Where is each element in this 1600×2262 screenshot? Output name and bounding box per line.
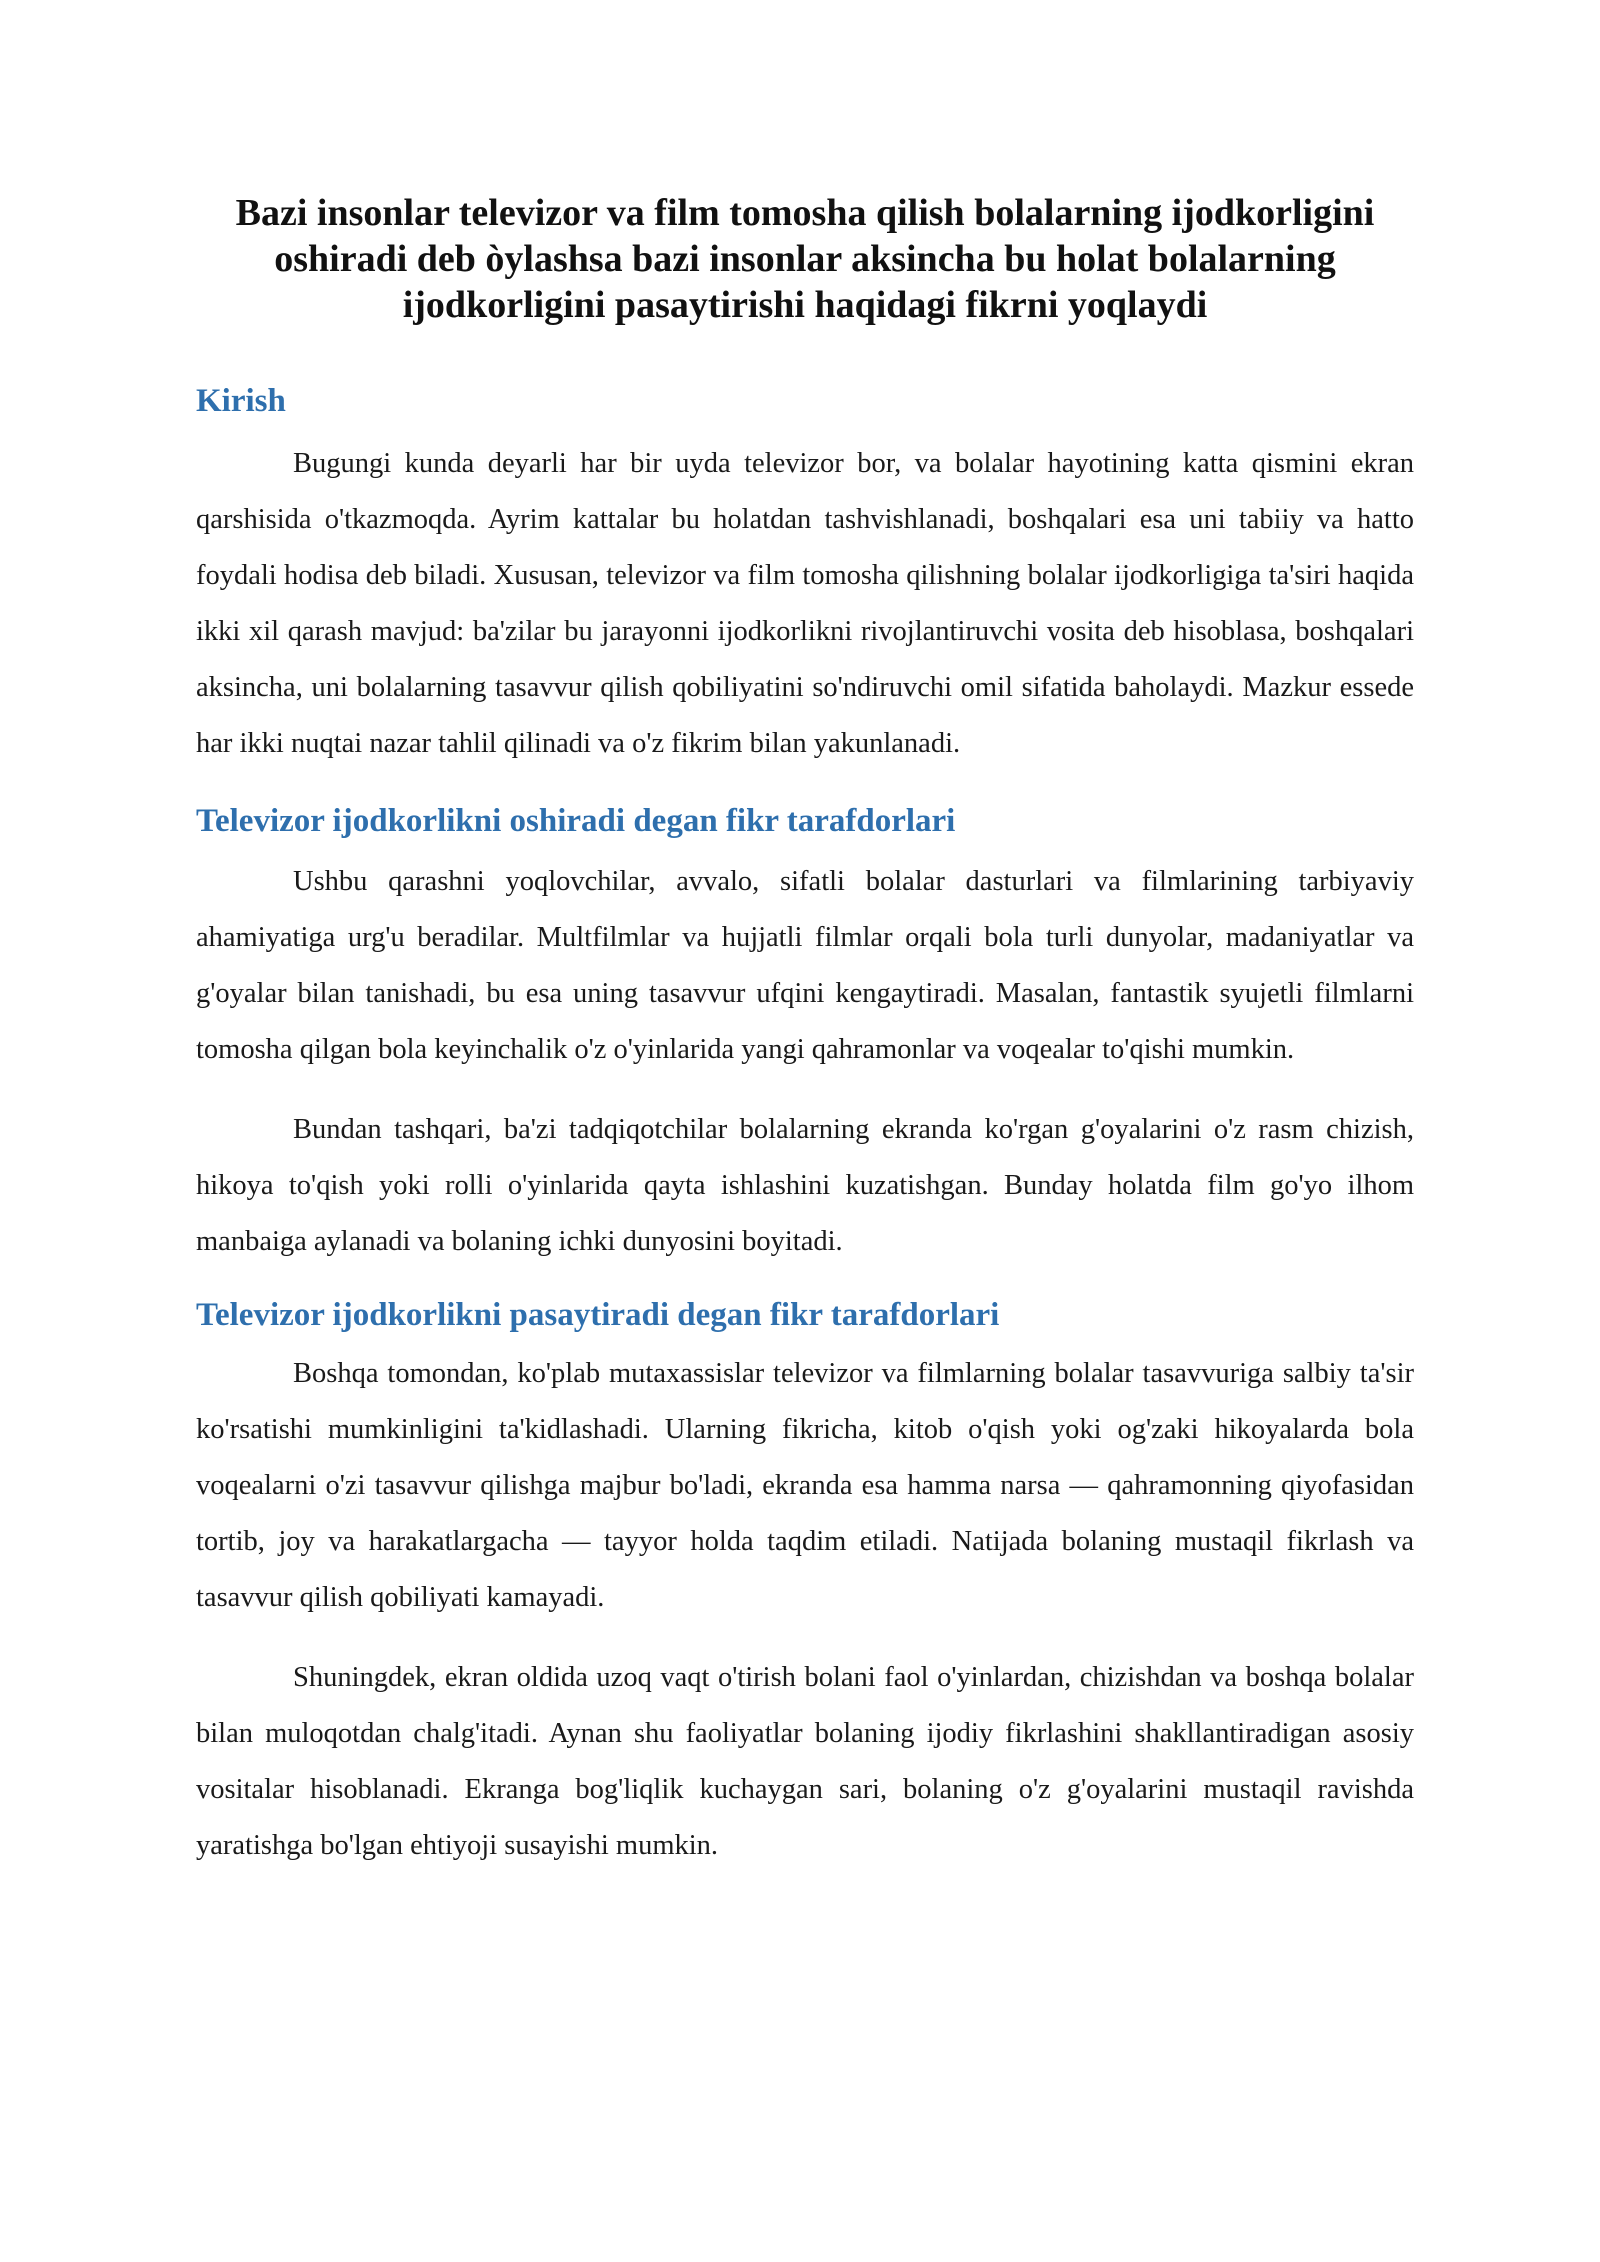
section-heading-supporters-increase: Televizor ijodkorlikni oshiradi degan fikr tarafdorlari [196, 803, 956, 839]
section-heading-kirish: Kirish [196, 383, 286, 419]
paragraph-supporters-decrease-1: Boshqa tomondan, ko'plab mutaxassislar televizor va filmlarning bolalar tasavvuriga salbiy ta'sir ko'rsatishi mumkinligini ta'kidlashadi. Ularning fikricha, kitob o'qish yoki og'zaki hikoyalarda bola voqealarni o'zi tasavvur qilishga majbur bo'ladi, ekranda esa hamma narsa — qahramonning qiyofasidan tortib, joy va harakatlargacha — tayyor holda taqdim etiladi. Natijada bolaning mustaqil fikrlash va tasavvur qilish qobiliyati kamayadi. [196, 1358, 1414, 1613]
paragraph-kirish: Bugungi kunda deyarli har bir uyda televizor bor, va bolalar hayotining katta qismini ekran qarshisida o'tkazmoqda. Ayrim kattalar bu holatdan tashvishlanadi, boshqalari esa uni tabiiy va hatto foydali hodisa deb biladi. Xususan, televizor va film tomosha qilishning bolalar ijodkorligiga ta'siri haqida ikki xil qarash mavjud: ba'zilar bu jarayonni ijodkorlikni rivojlantiruvchi vosita deb hisoblasa, boshqalari aksincha, uni bolalarning tasavvur qilish qobiliyatini so'ndiruvchi omil sifatida baholaydi. Mazkur essede har ikki nuqtai nazar tahlil qilinadi va o'z fikrim bilan yakunlanadi. [196, 448, 1414, 759]
document-body [196, 190, 1414, 1874]
paragraph-supporters-decrease-2: Shuningdek, ekran oldida uzoq vaqt o'tirish bolani faol o'yinlardan, chizishdan va boshqa bolalar bilan muloqotdan chalg'itadi. Aynan shu faoliyatlar bolaning ijodiy fikrlashini shakllantiradigan asosiy vositalar hisoblanadi. Ekranga bog'liqlik kuchaygan sari, bolaning o'z g'oyalarini mustaqil ravishda yaratishga bo'lgan ehtiyoji susayishi mumkin. [196, 1662, 1414, 1861]
paragraph-supporters-increase-2: Bundan tashqari, ba'zi tadqiqotchilar bolalarning ekranda ko'rgan g'oyalarini o'z rasm chizish, hikoya to'qish yoki rolli o'yinlarida qayta ishlashini kuzatishgan. Bunday holatda film go'yo ilhom manbaiga aylanadi va bolaning ichki dunyosini boyitadi. [196, 1114, 1414, 1257]
paragraph-supporters-increase-1: Ushbu qarashni yoqlovchilar, avvalo, sifatli bolalar dasturlari va filmlarining tarbiyaviy ahamiyatiga urg'u beradilar. Multfilmlar va hujjatli filmlar orqali bola turli dunyolar, madaniyatlar va g'oyalar bilan tanishadi, bu esa uning tasavvur ufqini kengaytiradi. Masalan, fantastik syujetli filmlarni tomosha qilgan bola keyinchalik o'z o'yinlarida yangi qahramonlar va voqealar to'qishi mumkin. [196, 866, 1414, 1065]
document-title: Bazi insonlar televizor va film tomosha qilish bolalarning ijodkorligini oshiradi deb òylashsa bazi insonlar aksincha bu holat bolalarning ijodkorligini pasaytirishi haqidagi fikrni yoqlaydi [235, 192, 1375, 326]
section-heading-supporters-decrease: Televizor ijodkorlikni pasaytiradi degan fikr tarafdorlari [196, 1297, 1000, 1333]
